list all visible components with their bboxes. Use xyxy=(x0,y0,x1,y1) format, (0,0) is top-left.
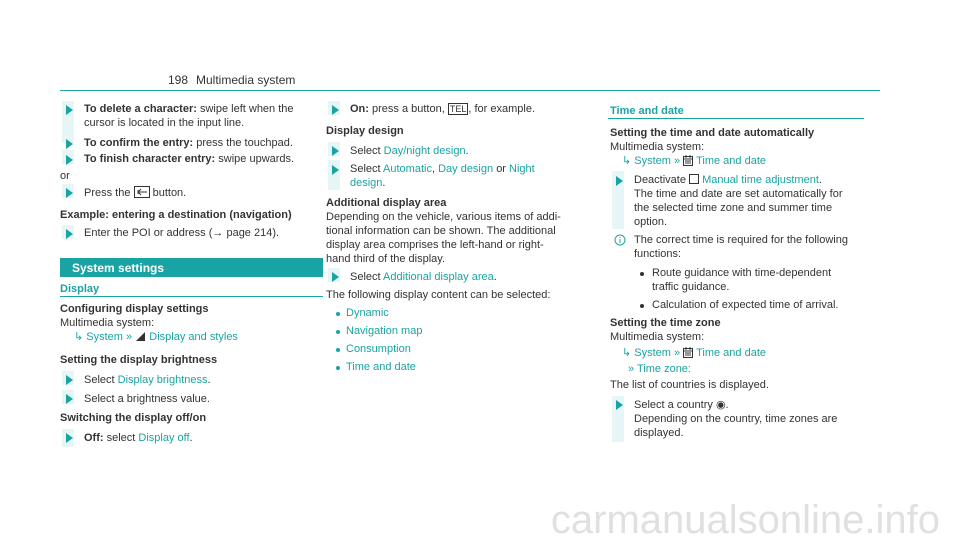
following-text: The following display content can be selected: xyxy=(326,289,551,301)
countries-text: The list of countries is displayed. xyxy=(610,379,769,391)
list-item: Dynamic xyxy=(346,307,389,319)
tel-key-icon: TEL xyxy=(449,104,467,114)
zone-heading: Setting the time zone xyxy=(610,317,721,329)
step-brightness-value: Select a brightness value. xyxy=(84,393,210,405)
step-arrow-icon xyxy=(66,139,73,149)
menu-path-tz: » Time zone: xyxy=(628,363,691,375)
mm-system-label: Multimedia system: xyxy=(60,317,155,329)
step-off: Off: select Display off. xyxy=(84,432,193,444)
menu-path: ↳ System » Time and date xyxy=(622,346,766,362)
step-select-country: Select a country ◉. Depending on the country, time zones are displayed. xyxy=(634,399,838,439)
step-arrow-icon xyxy=(332,105,339,115)
list-item: Consumption xyxy=(346,343,411,355)
config-heading: Configuring display settings xyxy=(60,303,209,315)
time-date-heading: Time and date xyxy=(610,105,684,117)
or-text: or xyxy=(60,170,70,182)
step-finish: To finish character entry: swipe upwards. xyxy=(84,153,295,165)
list-item: Navigation map xyxy=(346,325,423,337)
example-heading: Example: entering a destination (navigation) xyxy=(60,209,292,221)
step-arrow-icon xyxy=(616,400,623,410)
step-arrow-icon xyxy=(332,146,339,156)
step-select-daynight: Select Day/night design. xyxy=(350,145,469,157)
page-number: 198 xyxy=(168,73,189,87)
step-arrow-icon xyxy=(616,176,623,186)
time-date-rule xyxy=(608,118,864,119)
step-enter-poi: Enter the POI or address (→ page 214). xyxy=(84,227,280,239)
step-deactivate: Deactivate Manual time adjustment. The time and date are set automatically for the selected time zone and summer time option. xyxy=(634,174,843,228)
bullet-icon xyxy=(336,366,340,370)
calendar-icon xyxy=(683,347,693,362)
bullet-icon xyxy=(336,330,340,334)
note-item: Calculation of expected time of arrival. xyxy=(652,299,839,311)
mm-system-label: Multimedia system: xyxy=(610,331,705,343)
step-arrow-icon xyxy=(332,272,339,282)
bullet-icon xyxy=(336,312,340,316)
additional-area-heading: Additional display area xyxy=(326,197,447,209)
note-text: The correct time is required for the following functions: xyxy=(634,234,848,260)
calendar-icon xyxy=(683,155,693,170)
back-button-icon xyxy=(134,186,150,202)
step-arrow-icon xyxy=(66,375,73,385)
switch-heading: Switching the display off/on xyxy=(60,412,207,424)
step-delete-char: To delete a character: swipe left when the cursor is located in the input line. xyxy=(84,103,294,129)
subsection-title: Display xyxy=(60,283,100,295)
step-arrow-icon xyxy=(332,165,339,175)
path-chevron-icon: » xyxy=(628,363,635,375)
path-return-icon: ↳ xyxy=(622,155,632,167)
step-arrow-icon xyxy=(66,105,73,115)
brightness-heading: Setting the display brightness xyxy=(60,354,218,366)
step-arrow-icon xyxy=(66,155,73,165)
display-styles-icon xyxy=(135,331,146,346)
additional-area-text: Depending on the vehicle, various items of addi- tional information can be shown. The additional display area comprises the left-hand or right- hand third of the display. xyxy=(326,211,561,265)
auto-heading: Setting the time and date automatically xyxy=(610,127,815,139)
path-chevron-icon: » xyxy=(126,331,133,343)
bullet-icon xyxy=(640,272,644,276)
step-select-brightness: Select Display brightness. xyxy=(84,374,211,386)
menu-path: ↳ System » Display and styles xyxy=(74,330,238,346)
path-chevron-icon: » xyxy=(674,347,681,359)
step-arrow-icon xyxy=(66,229,73,239)
checkbox-icon xyxy=(689,174,699,184)
step-arrow-icon xyxy=(66,188,73,198)
note-item: Route guidance with time-dependent traffic guidance. xyxy=(652,267,832,293)
path-return-icon: ↳ xyxy=(622,347,632,359)
step-select-additional: Select Additional display area. xyxy=(350,271,497,283)
bullet-icon xyxy=(336,348,340,352)
step-press-back: Press the button. xyxy=(84,186,186,202)
step-arrow-icon xyxy=(66,433,73,443)
info-icon xyxy=(614,234,626,250)
display-design-heading: Display design xyxy=(326,125,404,137)
watermark: carmanualsonline.info xyxy=(550,498,940,542)
page-header-title: Multimedia system xyxy=(196,73,296,87)
step-confirm: To confirm the entry: press the touchpad. xyxy=(84,137,293,149)
radio-icon: ◉ xyxy=(715,399,726,411)
header-rule xyxy=(60,90,880,91)
section-title: System settings xyxy=(72,261,165,275)
step-select-design: Select Automatic, Day design or Night design. xyxy=(350,163,535,189)
menu-path: ↳ System » Time and date xyxy=(622,154,766,170)
bullet-icon xyxy=(640,304,644,308)
path-return-icon: ↳ xyxy=(74,331,84,343)
path-chevron-icon: » xyxy=(674,155,681,167)
arrow-ref-icon: → xyxy=(212,227,224,239)
step-arrow-icon xyxy=(66,394,73,404)
mm-system-label: Multimedia system: xyxy=(610,141,705,153)
step-on: On: press a button, TEL , for example. xyxy=(350,103,535,115)
list-item: Time and date xyxy=(346,361,416,373)
subsection-rule xyxy=(60,296,323,297)
